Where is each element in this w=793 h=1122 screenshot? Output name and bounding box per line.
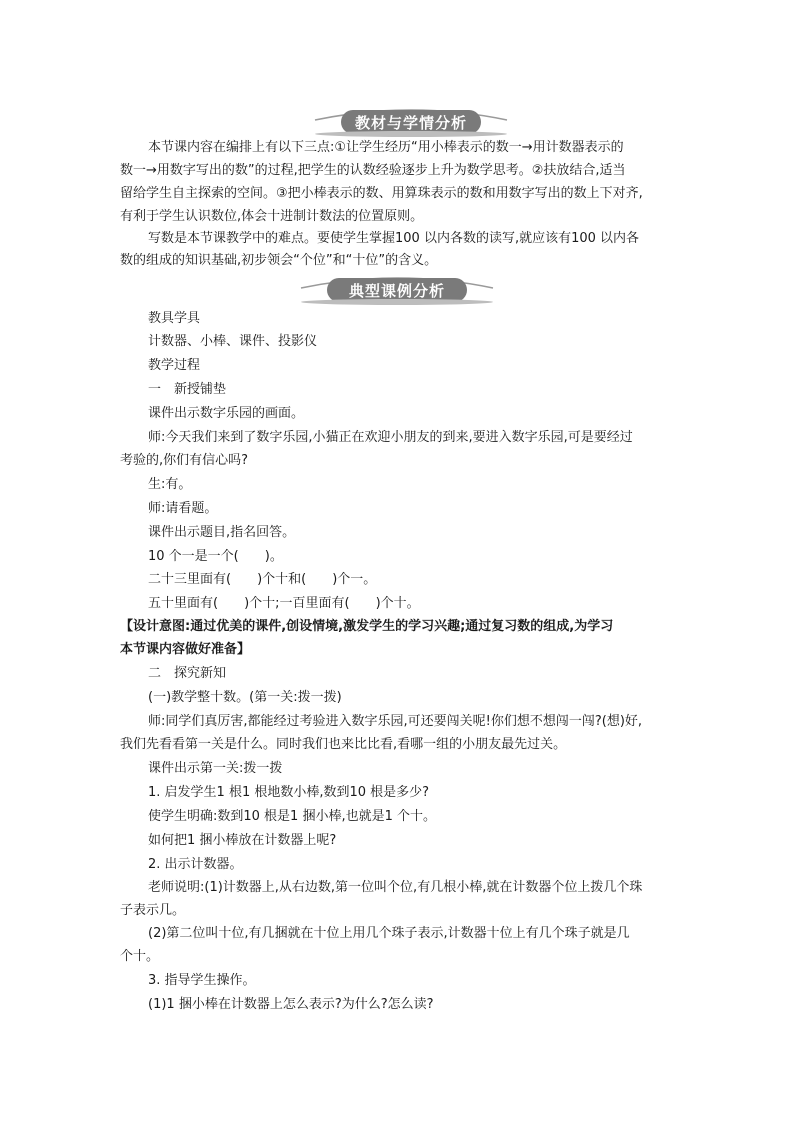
- paragraph-line: 写数是本节课教学中的难点。要使学生掌握100 以内各数的读写,就应该有100 以内各: [148, 231, 640, 246]
- paragraph-line: 数的组成的知识基础,初步领会“个位”和“十位”的含义。: [120, 253, 438, 268]
- paragraph-line: (1)1 捆小棒在计数器上怎么表示?为什么?怎么读?: [148, 997, 434, 1012]
- paragraph-line: 师:同学们真厉害,都能经过考验进入数字乐园,可还要闯关呢!你们想不想闯一闯?(想)好,: [148, 714, 643, 729]
- paragraph-line: 数一→用数字写出的数”的过程,把学生的认数经验逐步上升为数学思考。②扶放结合,适当: [120, 163, 626, 178]
- paragraph-line: 有利于学生认识数位,体会十进制计数法的位置原则。: [120, 209, 424, 224]
- design-intent-line: 本节课内容做好准备】: [120, 642, 251, 657]
- paragraph-line: 10 个一是一个( )。: [148, 549, 283, 564]
- section-title: 典型课例分析: [348, 282, 445, 300]
- paragraph-line: (2)第二位叫十位,有几捆就在十位上用几个珠子表示,计数器十位上有几个珠子就是几: [148, 926, 630, 941]
- section-banner-case: [297, 272, 497, 306]
- paragraph-line: 一 新授铺垫: [148, 382, 227, 397]
- paragraph-line: (一)教学整十数。(第一关:拨一拨): [148, 690, 342, 705]
- paragraph-line: 2. 出示计数器。: [148, 857, 243, 872]
- paragraph-line: 课件出示第一关:拨一拨: [148, 761, 283, 776]
- paragraph-line: 老师说明:(1)计数器上,从右边数,第一位叫个位,有几根小棒,就在计数器个位上拨几个珠: [148, 880, 643, 895]
- paragraph-line: 教学过程: [148, 358, 201, 373]
- paragraph-line: 使学生明确:数到10 根是1 捆小棒,也就是1 个十。: [148, 809, 436, 824]
- paragraph-line: 二 探究新知: [148, 666, 227, 681]
- paragraph-line: 考验的,你们有信心吗?: [120, 453, 249, 468]
- paragraph-line: 二十三里面有( )个十和( )个一。: [148, 572, 377, 587]
- paragraph-line: 个十。: [120, 949, 160, 964]
- paragraph-line: 师:今天我们来到了数字乐园,小猫正在欢迎小朋友的到来,要进入数字乐园,可是要经过: [148, 430, 633, 445]
- paragraph-line: 课件出示数字乐园的画面。: [148, 406, 305, 421]
- section-banner-analysis: [311, 104, 511, 138]
- paragraph-line: 子表示几。: [120, 903, 186, 918]
- paragraph-line: 本节课内容在编排上有以下三点:①让学生经历“用小棒表示的数一→用计数器表示的: [148, 140, 624, 155]
- paragraph-line: 如何把1 捆小棒放在计数器上呢?: [148, 833, 337, 848]
- paragraph-line: 生:有。: [148, 477, 192, 492]
- section-title: 教材与学情分析: [354, 114, 467, 132]
- design-intent-line: 【设计意图:通过优美的课件,创设情境,激发学生的学习兴趣;通过复习数的组成,为学习: [120, 619, 614, 634]
- paragraph-line: 我们先看看第一关是什么。同时我们也来比比看,看哪一组的小朋友最先过关。: [120, 737, 567, 752]
- paragraph-line: 3. 指导学生操作。: [148, 973, 256, 988]
- paragraph-line: 计数器、小棒、课件、投影仪: [148, 334, 318, 349]
- paragraph-line: 1. 启发学生1 根1 根地数小棒,数到10 根是多少?: [148, 785, 430, 800]
- paragraph-line: 师:请看题。: [148, 501, 218, 516]
- paragraph-line: 教具学具: [148, 311, 201, 326]
- paragraph-line: 留给学生自主探索的空间。③把小棒表示的数、用算珠表示的数和用数字写出的数上下对齐,: [120, 186, 643, 201]
- paragraph-line: 课件出示题目,指名回答。: [148, 525, 296, 540]
- paragraph-line: 五十里面有( )个十;一百里面有( )个十。: [148, 596, 420, 611]
